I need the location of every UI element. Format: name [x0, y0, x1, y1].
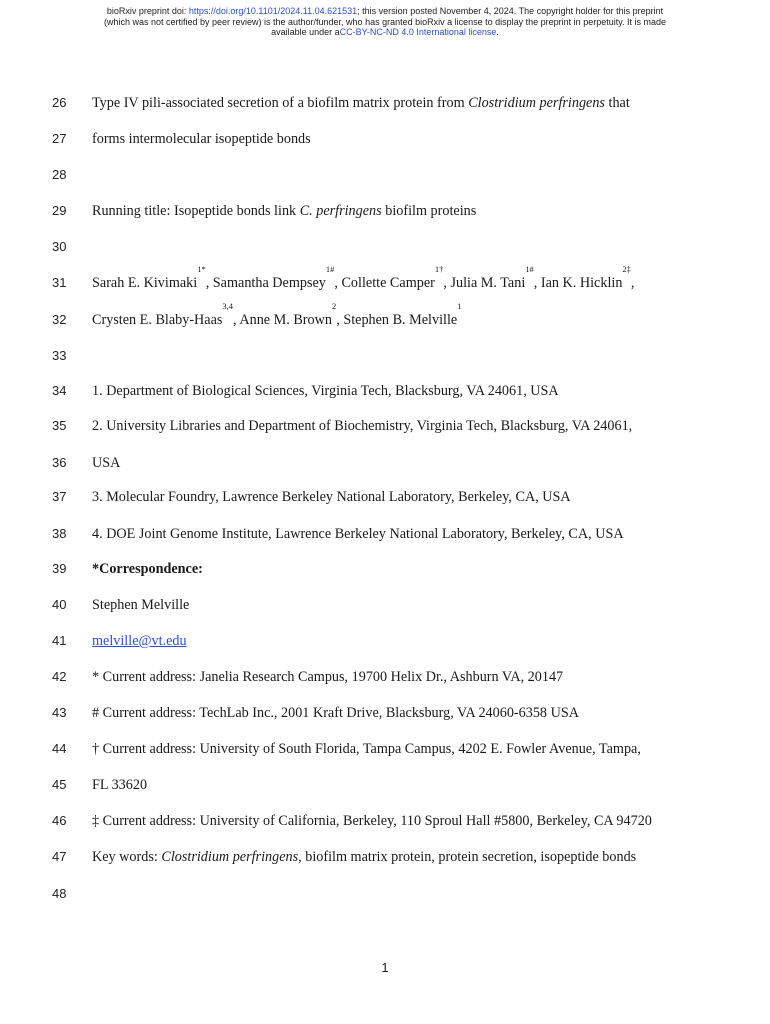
- author: [450, 264, 541, 291]
- current-address-double-dagger: ‡ Current address: University of California, Berkeley, 110 Sproul Hall #5800, Berkeley, CA 94720: [92, 813, 652, 829]
- manuscript-line: [0, 93, 770, 113]
- manuscript-line: [0, 201, 770, 221]
- manuscript-line: [0, 775, 770, 795]
- manuscript-line: [0, 884, 770, 904]
- manuscript-line: [0, 301, 770, 330]
- author: [540, 264, 635, 291]
- line-number: 41: [52, 633, 67, 648]
- author-separator: ,: [443, 275, 451, 291]
- line-number: 27: [52, 131, 67, 146]
- author-affiliation: 1#: [525, 264, 534, 274]
- manuscript-line: [0, 165, 770, 185]
- manuscript-line: [0, 667, 770, 687]
- line-number: 31: [52, 275, 67, 290]
- current-address-dagger: † Current address: University of South Florida, Tampa Campus, 4202 E. Fowler Avenue, Tampa,: [92, 741, 641, 757]
- author-name: Sarah E. Kivimaki: [92, 275, 198, 291]
- banner-license-prefix: available under a: [271, 27, 340, 37]
- author-separator: ,: [336, 312, 344, 328]
- banner-doi-suffix: ; this version posted November 4, 2024. The copyright holder for this preprint: [357, 6, 664, 16]
- manuscript-line: [0, 237, 770, 257]
- author-separator: ,: [533, 275, 541, 291]
- line-number: 32: [52, 312, 67, 327]
- current-address-hash: # Current address: TechLab Inc., 2001 Kraft Drive, Blacksburg, VA 24060-6358 USA: [92, 705, 579, 721]
- correspondence-email-link[interactable]: melville@vt.edu: [92, 633, 187, 649]
- current-address-dagger-cont: FL 33620: [92, 777, 148, 793]
- keywords-species: Clostridium perfringens: [161, 849, 299, 865]
- line-number: 34: [52, 383, 67, 398]
- author-affiliation: 1*: [197, 264, 206, 274]
- banner-doi-prefix: bioRxiv preprint doi:: [106, 6, 189, 16]
- keywords: [92, 847, 636, 867]
- author-separator: ,: [233, 312, 240, 328]
- affiliation-2-cont: USA: [92, 455, 121, 471]
- affiliation-2: 2. University Libraries and Department of Biochemistry, Virginia Tech, Blacksburg, VA 24061,: [92, 418, 633, 434]
- license-link[interactable]: CC-BY-NC-ND 4.0 International license: [339, 27, 497, 37]
- author-affiliation: 1: [457, 301, 462, 311]
- author-affiliation: 3,4: [222, 301, 234, 311]
- manuscript-line: [0, 739, 770, 759]
- line-number: 46: [52, 813, 67, 828]
- title-species: Clostridium perfringens: [468, 95, 605, 111]
- doi-link[interactable]: https://doi.org/10.1101/2024.11.04.621531: [188, 6, 358, 16]
- line-number: 48: [52, 886, 67, 901]
- author: [212, 264, 342, 291]
- author-name: Crysten E. Blaby-Haas: [92, 312, 223, 328]
- keywords-rest: , biofilm matrix protein, protein secretion, isopeptide bonds: [298, 849, 637, 865]
- author-list-line2: [92, 301, 462, 330]
- title-text-part1: [92, 93, 630, 113]
- manuscript-line: [0, 847, 770, 867]
- running-title-plain: Running title: Isopeptide bonds link: [92, 203, 300, 219]
- manuscript-line: [0, 381, 770, 401]
- affiliation-4: 4. DOE Joint Genome Institute, Lawrence Berkeley National Laboratory, Berkeley, CA, USA: [92, 526, 624, 542]
- running-title-species: C. perfringens: [299, 203, 382, 219]
- banner-license-suffix: .: [496, 27, 499, 37]
- keywords-label: Key words:: [92, 849, 162, 865]
- manuscript-line: [0, 487, 770, 507]
- manuscript-line: [0, 631, 770, 651]
- manuscript-line: [0, 524, 770, 544]
- line-number: 45: [52, 777, 67, 792]
- page-number: 1: [381, 960, 389, 975]
- affiliation-3: 3. Molecular Foundry, Lawrence Berkeley National Laboratory, Berkeley, CA, USA: [92, 489, 571, 505]
- manuscript-line: [0, 811, 770, 831]
- line-number: 33: [52, 348, 67, 363]
- author-separator: ,: [630, 275, 635, 291]
- author-name: Samantha Dempsey: [212, 275, 326, 291]
- author: [239, 301, 344, 328]
- author-list-line1: [92, 264, 635, 293]
- author-name: Anne M. Brown: [239, 312, 332, 328]
- title-plain: Type IV pili-associated secretion of a biofilm matrix protein from: [92, 95, 469, 111]
- line-number: 39: [52, 561, 67, 576]
- title-text-part2: forms intermolecular isopeptide bonds: [92, 131, 311, 147]
- line-number: 30: [52, 239, 67, 254]
- manuscript-line: [0, 129, 770, 149]
- banner-line-2: (which was not certified by peer review) is the author/funder, who has granted bioRxiv a license to display the preprint in perpetuity. It is made: [103, 16, 667, 27]
- author-name: Collette Camper: [341, 275, 435, 291]
- line-number: 42: [52, 669, 67, 684]
- author-name: Julia M. Tani: [450, 275, 526, 291]
- current-address-star: * Current address: Janelia Research Campus, 19700 Helix Dr., Ashburn VA, 20147: [92, 669, 564, 685]
- author-separator: ,: [205, 275, 213, 291]
- running-title: [92, 201, 476, 221]
- running-title-tail: biofilm proteins: [381, 203, 477, 219]
- author-name: Ian K. Hicklin: [540, 275, 623, 291]
- line-number: 43: [52, 705, 67, 720]
- line-number: 37: [52, 489, 67, 504]
- line-number: 38: [52, 526, 67, 541]
- manuscript-line: [0, 416, 770, 436]
- title-tail: that: [604, 95, 630, 111]
- line-number: 47: [52, 849, 67, 864]
- line-number: 29: [52, 203, 67, 218]
- author-name: Stephen B. Melville: [343, 312, 458, 328]
- line-number: 36: [52, 455, 67, 470]
- author: [92, 264, 213, 291]
- manuscript-line: [0, 264, 770, 293]
- manuscript-line: [0, 453, 770, 473]
- author: [343, 301, 462, 328]
- author-affiliation: 1#: [325, 264, 335, 274]
- affiliation-1: 1. Department of Biological Sciences, Virginia Tech, Blacksburg, VA 24061, USA: [92, 383, 559, 399]
- banner-line-1: [0, 6, 770, 17]
- author-affiliation: 2: [331, 301, 337, 311]
- manuscript-line: [0, 595, 770, 615]
- author: [92, 301, 240, 328]
- line-number: 35: [52, 418, 67, 433]
- manuscript-line: [0, 703, 770, 723]
- manuscript-line: [0, 346, 770, 366]
- line-number: 44: [52, 741, 67, 756]
- author: [341, 264, 451, 291]
- correspondence-heading: *Correspondence:: [92, 561, 203, 577]
- line-number: 40: [52, 597, 67, 612]
- correspondence-name: Stephen Melville: [92, 597, 190, 613]
- manuscript-line: [0, 559, 770, 579]
- preprint-banner: [0, 6, 770, 38]
- banner-line-3: [0, 27, 770, 38]
- line-number: 28: [52, 167, 67, 182]
- author-separator: ,: [334, 275, 342, 291]
- author-affiliation: 1†: [434, 264, 444, 274]
- line-number: 26: [52, 95, 67, 110]
- author-affiliation: 2‡: [622, 264, 631, 274]
